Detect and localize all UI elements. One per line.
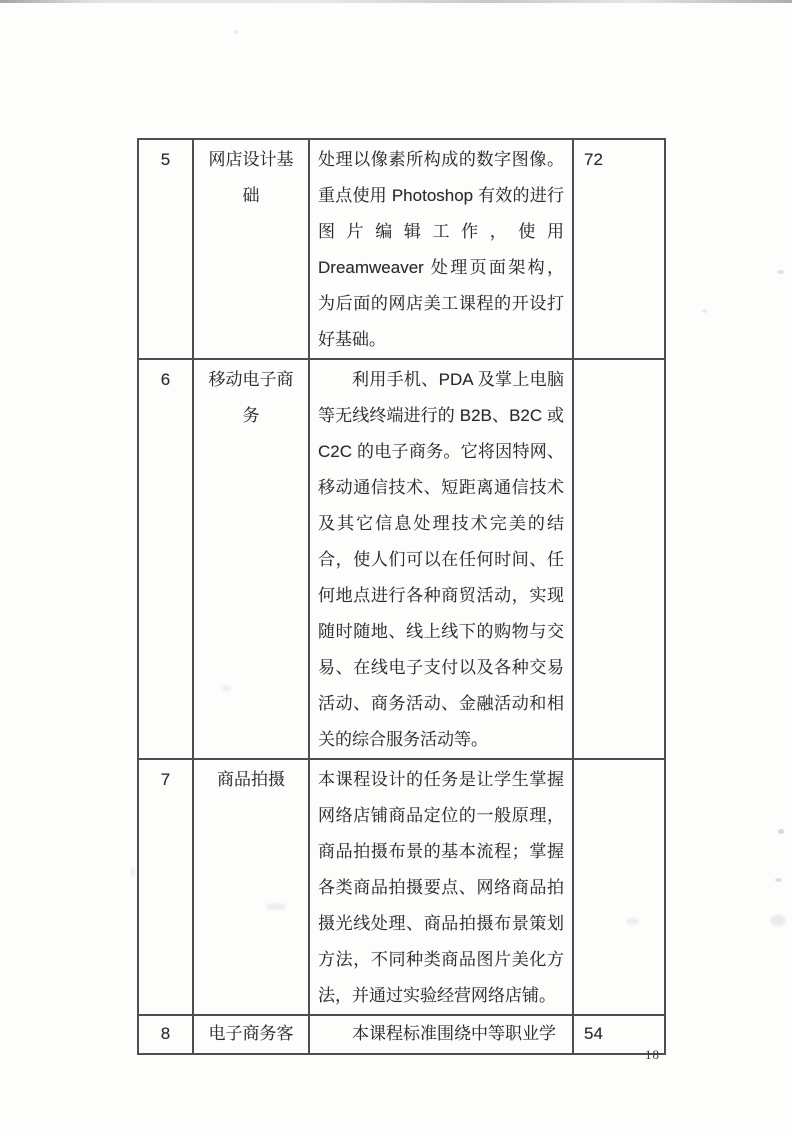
course-number-cell: 8 (138, 1015, 193, 1054)
course-description-text: 本课程标准围绕中等职业学 (352, 1024, 556, 1043)
course-description-cell (309, 1015, 573, 1054)
course-name-cell (193, 139, 309, 359)
course-table (137, 138, 666, 1055)
scan-speck (131, 868, 135, 876)
course-description-cell (309, 139, 573, 359)
course-hours-cell (573, 759, 665, 1015)
scan-speck (221, 686, 232, 691)
course-description-text: 本课程设计的任务是让学生掌握网络店铺商品定位的一般原理，商品拍摄布景的基本流程；掌握各类商品拍摄要点、网络商品拍摄光线处理、商品拍摄布景策划方法，不同种类商品图片美化方法，并通过实验经营网络店铺。 (318, 770, 564, 1005)
table-row-course-6 (138, 359, 665, 759)
course-name-text: 移动电子商务 (208, 370, 294, 425)
course-name-cell (193, 359, 309, 759)
course-number-cell: 5 (138, 139, 193, 359)
course-description-text: 处理以像素所构成的数字图像。重点使用 Photoshop 有效的进行图片编辑工作，使用 Dreamweaver 处理页面架构，为后面的网店美工课程的开设打好基础。 (318, 150, 564, 349)
table-row-course-7 (138, 759, 665, 1015)
scan-speck (775, 878, 782, 882)
scan-speck (234, 30, 238, 34)
course-name-cell (193, 1015, 309, 1054)
scan-edge-top (0, 0, 792, 3)
scan-speck (777, 270, 784, 274)
table-row-course-8 (138, 1015, 665, 1054)
course-hours-cell (573, 359, 665, 759)
scan-speck (778, 829, 784, 834)
scan-speck (770, 915, 786, 926)
course-hours-cell: 54 (573, 1015, 665, 1054)
course-description-text: 利用手机、PDA 及掌上电脑等无线终端进行的 B2B、B2C 或 C2C 的电子商务。它将因特网、移动通信技术、短距离通信技术及其它信息处理技术完美的结合，使人们可以在任何时间、任何地点进行各种商贸活动，实现随时随地、线上线下的购物与交易、在线电子支付以及各种交易活动、商务活动、金融活动和相关的综合服务活动等。 (318, 370, 564, 749)
scan-speck (702, 309, 707, 313)
course-number-cell: 7 (138, 759, 193, 1015)
course-hours-cell: 72 (573, 139, 665, 359)
course-description-cell (309, 359, 573, 759)
table-row-course-5 (138, 139, 665, 359)
course-number-cell: 6 (138, 359, 193, 759)
scan-speck (266, 903, 286, 910)
course-name-cell (193, 759, 309, 1015)
course-name-text: 商品拍摄 (217, 770, 285, 789)
course-description-cell (309, 759, 573, 1015)
page-number: 18 (645, 1047, 660, 1062)
course-name-text: 电子商务客 (208, 1024, 294, 1043)
course-name-text: 网店设计基础 (208, 150, 294, 205)
scan-speck (626, 918, 639, 925)
